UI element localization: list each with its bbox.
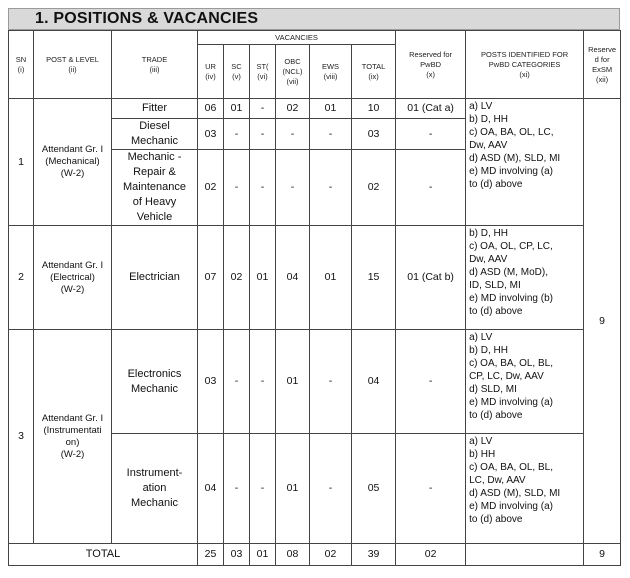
header-obc: OBC (NCL) (vii) bbox=[276, 45, 310, 99]
st-cell: 01 bbox=[250, 226, 276, 330]
header-sn: SN (i) bbox=[9, 31, 34, 99]
st-cell: - bbox=[250, 150, 276, 226]
ews-cell: - bbox=[310, 434, 352, 544]
sc-cell: - bbox=[224, 150, 250, 226]
post-cell: Attendant Gr. I (Instrumentati on) (W-2) bbox=[34, 330, 112, 544]
post-cell: Attendant Gr. I (Mechanical) (W-2) bbox=[34, 99, 112, 226]
st-cell: - bbox=[250, 119, 276, 150]
obc-cell: - bbox=[276, 119, 310, 150]
pwbd-categories-cell: a) LV b) HH c) OA, BA, OL, BL, LC, Dw, AAV d) ASD (M), SLD, MI e) MD involving (a) to (d) above bbox=[466, 434, 584, 544]
obc-cell: 01 bbox=[276, 330, 310, 434]
obc-cell: 02 bbox=[276, 99, 310, 119]
table-row bbox=[9, 226, 621, 330]
totals-total: 39 bbox=[352, 544, 396, 566]
sn-cell: 1 bbox=[9, 99, 34, 226]
ur-cell: 03 bbox=[198, 330, 224, 434]
ur-cell: 06 bbox=[198, 99, 224, 119]
pwbd-cell: - bbox=[396, 330, 466, 434]
totals-row bbox=[9, 544, 621, 566]
obc-cell: 01 bbox=[276, 434, 310, 544]
totals-obc: 08 bbox=[276, 544, 310, 566]
ur-cell: 07 bbox=[198, 226, 224, 330]
header-st: ST( (vi) bbox=[250, 45, 276, 99]
obc-cell: - bbox=[276, 150, 310, 226]
pwbd-categories-cell: b) D, HH c) OA, OL, CP, LC, Dw, AAV d) ASD (M, MoD), ID, SLD, MI e) MD involving (b) to (d) above bbox=[466, 226, 584, 330]
totals-st: 01 bbox=[250, 544, 276, 566]
total-cell: 05 bbox=[352, 434, 396, 544]
ur-cell: 04 bbox=[198, 434, 224, 544]
pwbd-cell: - bbox=[396, 119, 466, 150]
ews-cell: - bbox=[310, 119, 352, 150]
sc-cell: - bbox=[224, 434, 250, 544]
sc-cell: - bbox=[224, 119, 250, 150]
post-cell: Attendant Gr. I (Electrical) (W-2) bbox=[34, 226, 112, 330]
header-post: POST & LEVEL (ii) bbox=[34, 31, 112, 99]
st-cell: - bbox=[250, 99, 276, 119]
trade-cell: Diesel Mechanic bbox=[112, 119, 198, 150]
total-cell: 15 bbox=[352, 226, 396, 330]
ews-cell: - bbox=[310, 150, 352, 226]
total-cell: 03 bbox=[352, 119, 396, 150]
header-ur: UR (iv) bbox=[198, 45, 224, 99]
ews-cell: 01 bbox=[310, 226, 352, 330]
totals-sc: 03 bbox=[224, 544, 250, 566]
header-trade: TRADE (iii) bbox=[112, 31, 198, 99]
pwbd-cell: 01 (Cat a) bbox=[396, 99, 466, 119]
header-pwbd-reserved: Reserved for PwBD (x) bbox=[396, 31, 466, 99]
ews-cell: - bbox=[310, 330, 352, 434]
pwbd-cell: - bbox=[396, 434, 466, 544]
totals-ur: 25 bbox=[198, 544, 224, 566]
st-cell: - bbox=[250, 330, 276, 434]
pwbd-categories-cell: a) LV b) D, HH c) OA, BA, OL, BL, CP, LC, Dw, AAV d) SLD, MI e) MD involving (a) to (d) above bbox=[466, 330, 584, 434]
ur-cell: 02 bbox=[198, 150, 224, 226]
trade-cell: Mechanic - Repair & Maintenance of Heavy Vehicle bbox=[112, 150, 198, 226]
sc-cell: 02 bbox=[224, 226, 250, 330]
trade-cell: Fitter bbox=[112, 99, 198, 119]
st-cell: - bbox=[250, 434, 276, 544]
sn-cell: 3 bbox=[9, 330, 34, 544]
exsm-cell: 9 bbox=[584, 99, 621, 544]
pwbd-cell: - bbox=[396, 150, 466, 226]
total-cell: 04 bbox=[352, 330, 396, 434]
vacancies-table bbox=[8, 30, 621, 566]
ews-cell: 01 bbox=[310, 99, 352, 119]
header-posts-identified: POSTS IDENTIFIED FOR PwBD CATEGORIES (xi) bbox=[466, 31, 584, 99]
section-title-bar bbox=[8, 8, 620, 30]
header-row-top bbox=[9, 31, 621, 45]
pwbd-categories-cell: a) LV b) D, HH c) OA, BA, OL, LC, Dw, AAV d) ASD (M), SLD, MI e) MD involving (a) to (d) above bbox=[466, 99, 584, 226]
trade-cell: Instrument- ation Mechanic bbox=[112, 434, 198, 544]
totals-ews: 02 bbox=[310, 544, 352, 566]
total-cell: 10 bbox=[352, 99, 396, 119]
header-vacancies: VACANCIES bbox=[198, 31, 396, 45]
pwbd-cell: 01 (Cat b) bbox=[396, 226, 466, 330]
sc-cell: 01 bbox=[224, 99, 250, 119]
table-row bbox=[9, 330, 621, 434]
sn-cell: 2 bbox=[9, 226, 34, 330]
header-total: TOTAL (ix) bbox=[352, 45, 396, 99]
ur-cell: 03 bbox=[198, 119, 224, 150]
section-title: 1. POSITIONS & VACANCIES bbox=[35, 10, 259, 27]
total-cell: 02 bbox=[352, 150, 396, 226]
header-sc: SC (v) bbox=[224, 45, 250, 99]
totals-pwbd: 02 bbox=[396, 544, 466, 566]
trade-cell: Electronics Mechanic bbox=[112, 330, 198, 434]
header-ews: EWS (viii) bbox=[310, 45, 352, 99]
header-exsm: Reserve d for ExSM (xii) bbox=[584, 31, 621, 99]
sc-cell: - bbox=[224, 330, 250, 434]
trade-cell: Electrician bbox=[112, 226, 198, 330]
totals-categories-empty bbox=[466, 544, 584, 566]
totals-exsm: 9 bbox=[584, 544, 621, 566]
table-row bbox=[9, 99, 621, 119]
totals-label: TOTAL bbox=[9, 544, 198, 566]
obc-cell: 04 bbox=[276, 226, 310, 330]
